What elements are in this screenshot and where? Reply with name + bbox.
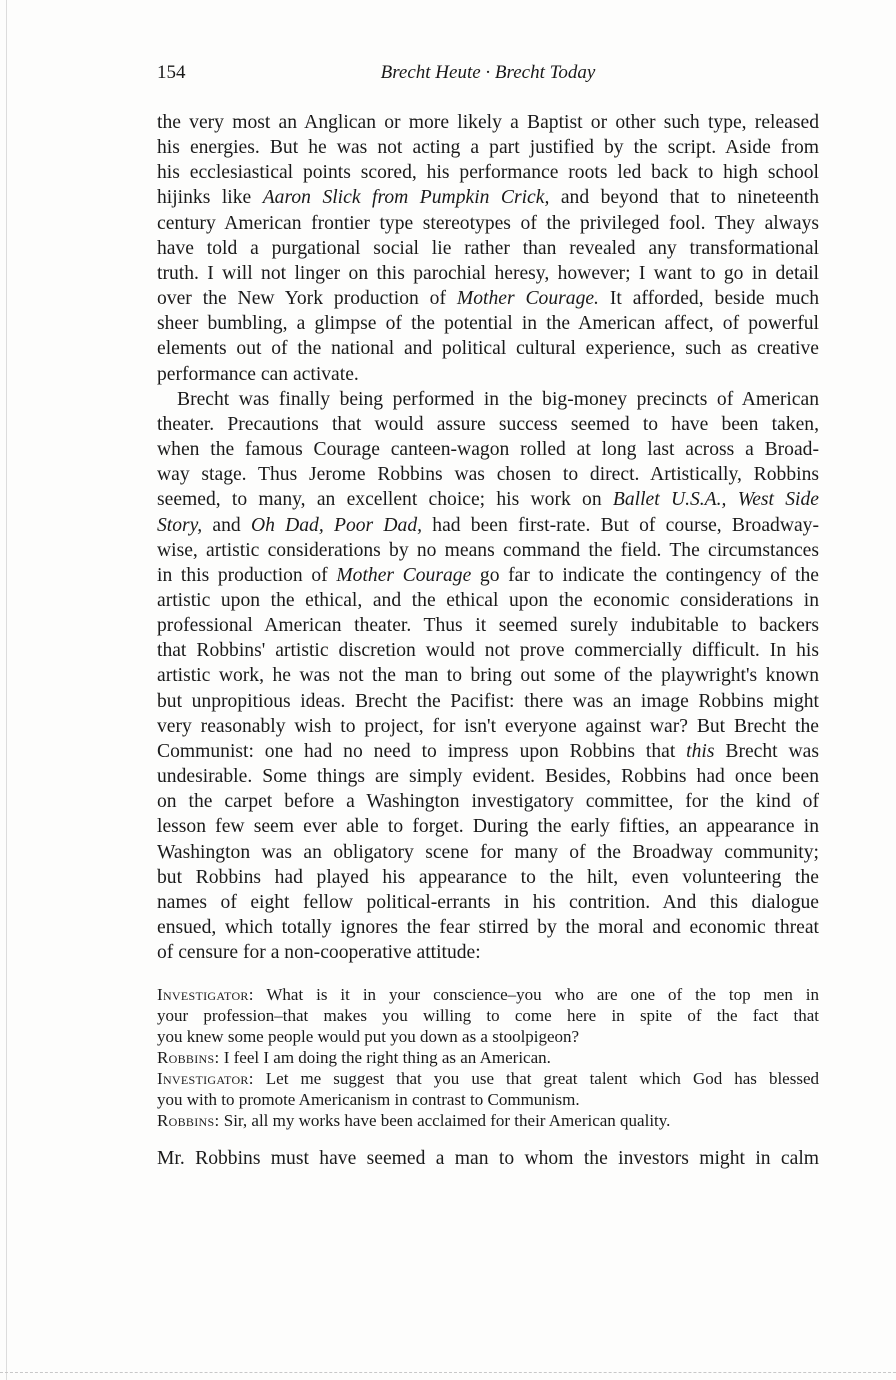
text-line: artistic work, he was not the man to bring out some of the playwright's known [157,665,819,687]
text-line: lesson few seem ever able to forget. During the early fifties, an appearance in [157,816,819,838]
text-line: way stage. Thus Jerome Robbins was chosen to direct. Artistically, Robbins [157,464,819,486]
testimony-dialogue [157,984,819,1131]
speaker-name: Robbins: [157,1111,220,1130]
text-line: you with to promote Americanism in contrast to Communism. [157,1090,580,1109]
speech-text: What is it in your conscience–you who are one of the top men in [253,985,819,1004]
text-segment: and [202,514,251,536]
dialogue-entry [157,1047,819,1068]
text-segment: in this production of [157,564,337,586]
text-line [157,984,819,1005]
text-line: century American frontier type stereotypes of the privileged fool. They always [157,212,819,234]
text-segment: It afforded, beside much [598,288,819,310]
text-line [157,513,819,538]
text-segment: go far to indicate the contingency of the [471,564,819,586]
page-bottom-rule [0,1372,896,1374]
running-title: Brecht Heute · Brecht Today [380,62,596,83]
text-line [157,1068,819,1089]
paragraph-1 [157,110,819,387]
speaker-name: Investigator: [157,985,254,1004]
text-segment: Brecht was [714,740,819,762]
italic-title: Mother Courage [336,564,472,586]
text-line [157,1110,819,1131]
speaker-name: Investigator: [157,1069,254,1088]
text-line: when the famous Courage canteen-wagon rolled at long last across a Broad- [157,439,819,461]
speech-text: I feel I am doing the right thing as an American. [219,1048,551,1067]
closing-paragraph [157,1146,819,1171]
text-line: his energies. But he was not acting a part justified by the script. Aside from [157,137,819,159]
speech-text: Sir, all my works have been acclaimed for their American quality. [219,1111,671,1130]
text-line: professional American theater. Thus it seemed surely indubitable to backers [157,615,819,637]
text-line: undesirable. Some things are simply evident. Besides, Robbins had once been [157,766,819,788]
italic-emphasis: this [686,740,715,762]
text-line: your profession–that makes you willing to come here in spite of the fact that [157,1006,819,1025]
text-line: performance can activate. [157,363,359,385]
text-line [157,487,819,512]
text-segment: hijinks like [157,187,263,209]
italic-title: Mother Courage. [456,288,599,310]
text-line: artistic upon the ethical, and the ethical upon the economic considerations in [157,589,819,611]
page-number: 154 [157,62,186,83]
dialogue-entry [157,984,819,1047]
text-line [157,1047,819,1068]
page-edge [6,0,7,1380]
text-line: names of eight fellow political-errants in his contrition. And this dialogue [157,891,819,913]
text-segment: and beyond that to nineteenth [549,187,819,209]
italic-title: Story, [157,514,203,536]
text-line: Brecht was finally being performed in the big-money precincts of American [177,388,819,410]
text-line [157,286,819,311]
dialogue-entry [157,1068,819,1110]
text-line: theater. Precautions that would assure success seemed to have been taken, [157,413,819,435]
text-segment: seemed, to many, an excellent choice; his work on [157,489,613,511]
text-segment: had been first-rate. But of course, Broadway- [422,514,819,536]
text-line: Mr. Robbins must have seemed a man to whom the investors might in calm [157,1148,819,1169]
body-text [157,110,819,965]
text-line: of censure for a non-cooperative attitude: [157,942,481,964]
speech-text: Let me suggest that you use that great talent which God has blessed [253,1069,819,1088]
text-line: that Robbins' artistic discretion would not prove commercially difficult. In his [157,640,819,662]
text-line: but unpropitious ideas. Brecht the Pacifist: there was an image Robbins might [157,690,819,712]
text-line: truth. I will not linger on this parochial heresy, however; I want to go in detail [157,262,819,284]
text-segment: Communist: one had no need to impress upon Robbins that [157,740,687,762]
text-line: but Robbins had played his appearance to the hilt, even volunteering the [157,866,819,888]
text-segment: over the New York production of [157,288,457,310]
text-line: the very most an Anglican or more likely a Baptist or other such type, released [157,112,819,133]
paragraph-2 [157,387,819,966]
italic-title: Oh Dad, Poor Dad, [250,514,423,536]
text-line: very reasonably wish to project, for isn't everyone against war? But Brecht the [157,715,819,737]
dialogue-entry [157,1110,819,1131]
text-line: his ecclesiastical points scored, his performance roots led back to high school [157,162,819,184]
text-line [157,563,819,588]
text-line: elements out of the national and political cultural experience, such as creative [157,338,819,360]
italic-title: Aaron Slick from Pumpkin Crick, [262,187,550,209]
text-line: have told a purgational social lie rather than revealed any transformational [157,237,819,259]
speaker-name: Robbins: [157,1048,220,1067]
text-line: you knew some people would put you down as a stoolpigeon? [157,1027,580,1046]
text-line [157,739,819,764]
text-line: sheer bumbling, a glimpse of the potential in the American affect, of powerful [157,313,819,335]
text-line: wise, artistic considerations by no means command the field. The circumstances [157,539,819,561]
text-line [157,185,819,210]
italic-title: Ballet U.S.A., West Side [612,489,819,511]
text-line: on the carpet before a Washington investigatory committee, for the kind of [157,791,819,813]
text-line: Washington was an obligatory scene for many of the Broadway community; [157,841,819,863]
running-head [157,62,819,92]
text-line: ensued, which totally ignores the fear stirred by the moral and economic threat [157,917,819,938]
